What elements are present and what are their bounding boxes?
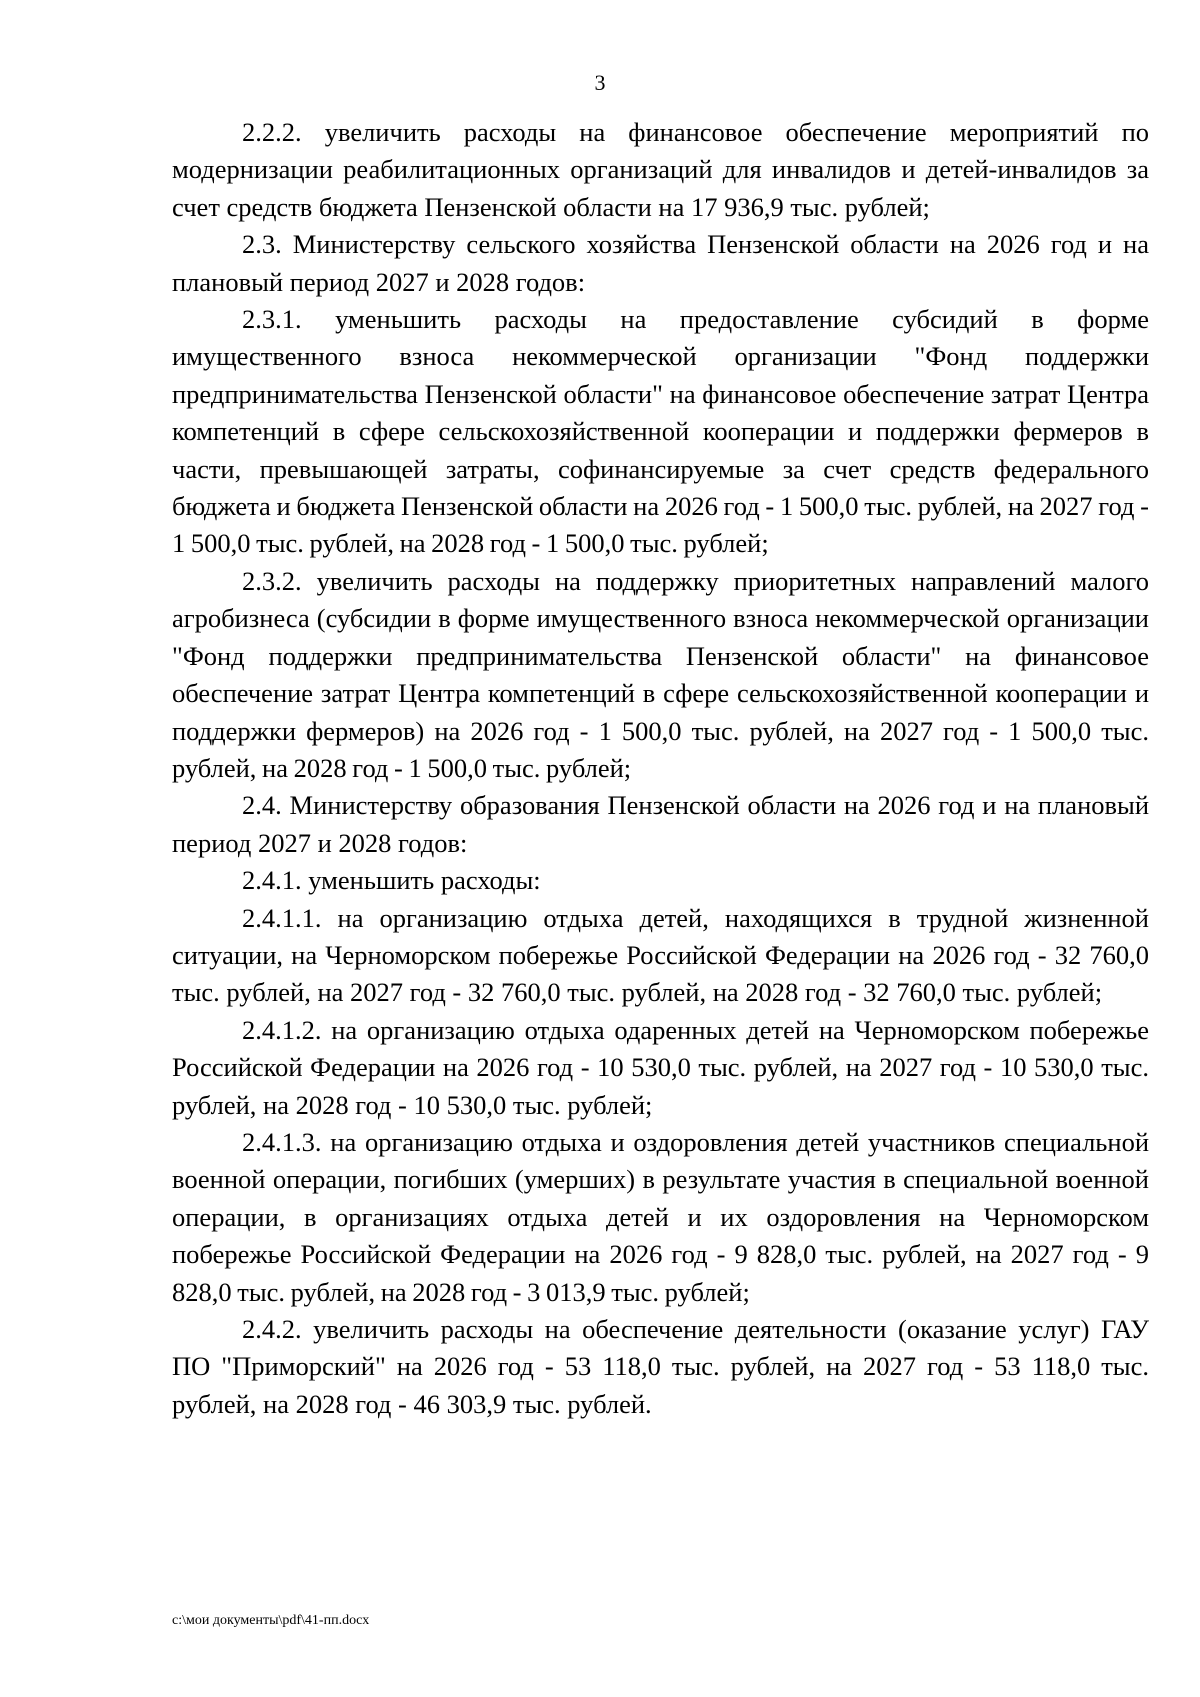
paragraph-2-3-1: 2.3.1. уменьшить расходы на предоставление субсидий в форме имущественного взноса некоммерческой организации "Фонд поддержки предпринимательства Пензенской области" на финансовое обеспечение затрат Центра компетенций в сфере сельскохозяйственной кооперации и поддержки фермеров в части, превышающей затраты, софинансируемые за счет средств федерального бюджета и бюджета Пензенской области на 2026 год - 1 500,0 тыс. рублей, на 2027 год - 1 500,0 тыс. рублей, на 2028 год - 1 500,0 тыс. рублей; bbox=[172, 304, 1149, 559]
paragraph-2-3: 2.3. Министерству сельского хозяйства Пензенской области на 2026 год и на плановый период 2027 и 2028 годов: bbox=[172, 229, 1149, 297]
paragraph-2-4-1: 2.4.1. уменьшить расходы: bbox=[242, 865, 541, 896]
paragraph-2-4-1-1: 2.4.1.1. на организацию отдыха детей, находящихся в трудной жизненной ситуации, на Черноморском побережье Российской Федерации на 2026 год - 32 760,0 тыс. рублей, на 2027 год - 32 760,0 тыс. рублей, на 2028 год - 32 760,0 тыс. рублей; bbox=[172, 902, 1149, 1008]
document-body bbox=[172, 114, 1149, 1423]
paragraph-2-4: 2.4. Министерству образования Пензенской области на 2026 год и на плановый период 2027 и 2028 годов: bbox=[172, 790, 1149, 858]
paragraph-2-2-2: 2.2.2. увеличить расходы на финансовое обеспечение мероприятий по модернизации реабилитационных организаций для инвалидов и детей-инвалидов за счет средств бюджета Пензенской области на 17 936,9 тыс. рублей; bbox=[172, 117, 1149, 222]
paragraph-2-4-1-3: 2.4.1.3. на организацию отдыха и оздоровления детей участников специальной военной операции, погибших (умерших) в результате участия в специальной военной операции, в организациях отдыха детей и их оздоровления на Черноморском побережье Российской Федерации на 2026 год - 9 828,0 тыс. рублей, на 2027 год - 9 828,0 тыс. рублей, на 2028 год - 3 013,9 тыс. рублей; bbox=[172, 1126, 1149, 1307]
paragraph-2-3-2: 2.3.2. увеличить расходы на поддержку приоритетных направлений малого агробизнеса (субсидии в форме имущественного взноса некоммерческой организации "Фонд поддержки предпринимательства Пензенской области" на финансовое обеспечение затрат Центра компетенций в сфере сельскохозяйственной кооперации и поддержки фермеров) на 2026 год - 1 500,0 тыс. рублей, на 2027 год - 1 500,0 тыс. рублей, на 2028 год - 1 500,0 тыс. рублей; bbox=[172, 565, 1149, 783]
paragraph-2-4-1-2: 2.4.1.2. на организацию отдыха одаренных детей на Черноморском побережье Российской Федерации на 2026 год - 10 530,0 тыс. рублей, на 2027 год - 10 530,0 тыс. рублей, на 2028 год - 10 530,0 тыс. рублей; bbox=[172, 1014, 1149, 1120]
page-number: 3 bbox=[594, 70, 606, 95]
footer-file-path: c:\мои документы\pdf\41-пп.docx bbox=[172, 1613, 370, 1628]
paragraph-2-4-2: 2.4.2. увеличить расходы на обеспечение деятельности (оказание услуг) ГАУ ПО "Приморский" на 2026 год - 53 118,0 тыс. рублей, на 2027 год - 53 118,0 тыс. рублей, на 2028 год - 46 303,9 тыс. рублей. bbox=[172, 1314, 1149, 1419]
